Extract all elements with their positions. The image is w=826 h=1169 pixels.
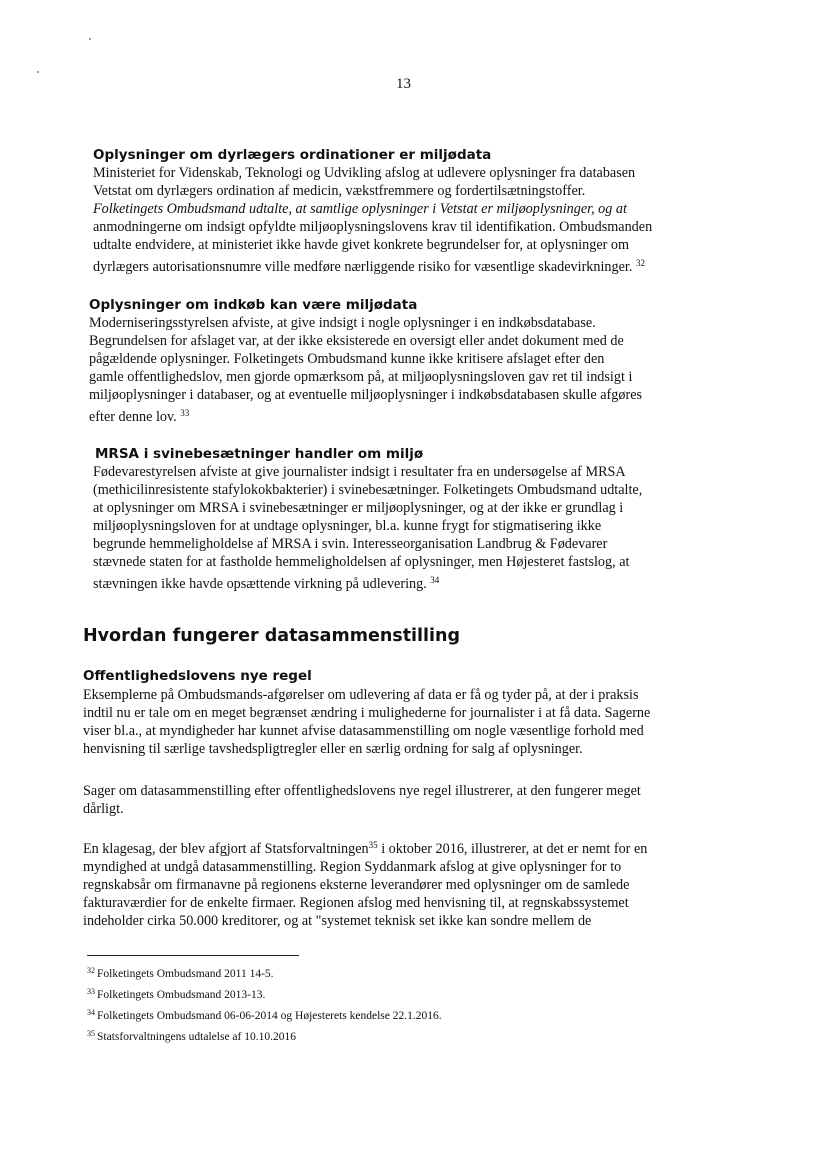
section-paragraph bbox=[93, 164, 652, 276]
footnote-ref: 35 bbox=[368, 840, 378, 850]
scan-speck bbox=[89, 38, 91, 40]
text-line: henvisning til særlige tavshedspligtregler eller en særlig ordning for salg af oplysninger. bbox=[83, 741, 583, 757]
text: efter denne lov. bbox=[89, 409, 177, 425]
footnote bbox=[87, 1025, 442, 1046]
section-heading: Oplysninger om dyrlægers ordinationer er miljødata bbox=[93, 147, 492, 163]
text: stævningen ikke havde opsættende virkning på udlevering. bbox=[93, 576, 427, 592]
paragraph bbox=[83, 782, 641, 818]
text-line-with-ref bbox=[83, 836, 647, 858]
text-line: begrunde hemmeligholdelse af MRSA i svin. Interesseorganisation Landbrug & Fødevarer bbox=[93, 536, 608, 552]
section-paragraph bbox=[93, 463, 642, 593]
text-line: fakturaværdier for de enkelte firmaer. Regionen afslog med henvisning til, at regnskabssystemet bbox=[83, 895, 629, 911]
footnote bbox=[87, 962, 442, 983]
text-line: at oplysninger om MRSA i svinebesætninger er miljøoplysninger, og at der ikke er grundlag i bbox=[93, 500, 624, 516]
paragraph bbox=[83, 686, 650, 758]
footnote-number: 32 bbox=[87, 966, 95, 975]
text-line: anmodningerne om indsigt opfyldte miljøoplysningslovens krav til identifikation. Ombudsmanden bbox=[93, 219, 653, 235]
footnote bbox=[87, 983, 442, 1004]
text-line: miljøoplysningsloven for at undtage oplysninger, bl.a. kunne frygt for stigmatisering ikke bbox=[93, 518, 602, 534]
footnote bbox=[87, 1004, 442, 1025]
scan-speck bbox=[37, 71, 39, 73]
text-line: myndighed at undgå datasammenstilling. Region Syddanmark afslog at give oplysninger for to bbox=[83, 859, 622, 875]
text-line: indtil nu er tale om en meget begrænset ændring i mulighederne for journalister i at få data. Sagerne bbox=[83, 705, 651, 721]
text: En klagesag, der blev afgjort af Statsforvaltningen bbox=[83, 841, 369, 857]
footnote-text: Statsforvaltningens udtalelse af 10.10.2016 bbox=[97, 1031, 296, 1043]
paragraph bbox=[83, 836, 647, 930]
text-line: Folketingets Ombudsmand udtalte, at samtlige oplysninger i Vetstat er miljøoplysninger, og at bbox=[93, 201, 627, 217]
subsection-heading: Offentlighedslovens nye regel bbox=[83, 668, 312, 684]
text-line: (methicilinresistente stafylokokbakterier) i svinebesætninger. Folketingets Ombudsmand udtalte, bbox=[93, 482, 643, 498]
text-line: Moderniseringsstyrelsen afviste, at give indsigt i nogle oplysninger i en indkøbsdatabase. bbox=[89, 315, 596, 331]
text-line-with-ref bbox=[89, 404, 642, 426]
text-line-with-ref bbox=[93, 571, 642, 593]
text-line: viser bl.a., at myndigheder har kunnet afvise datasammenstilling om nogle væsentlige forhold med bbox=[83, 723, 644, 739]
section-heading: MRSA i svinebesætninger handler om miljø bbox=[95, 446, 424, 462]
text-line: Begrundelsen for afslaget var, at der ikke eksisterede en oversigt eller andet dokument med de bbox=[89, 333, 624, 349]
text-line: Sager om datasammenstilling efter offentlighedslovens nye regel illustrerer, at den fungerer meget bbox=[83, 783, 641, 799]
text-line: Eksemplerne på Ombudsmands-afgørelser om udlevering af data er få og tyder på, at der i praksis bbox=[83, 687, 639, 703]
footnote-number: 34 bbox=[87, 1008, 95, 1017]
text: i oktober 2016, illustrerer, at det er nemt for en bbox=[377, 841, 648, 857]
text-line-with-ref bbox=[93, 254, 652, 276]
footnote-number: 35 bbox=[87, 1029, 95, 1038]
text-line: dårligt. bbox=[83, 801, 124, 817]
text-line: Ministeriet for Videnskab, Teknologi og Udvikling afslog at udlevere oplysninger fra databasen bbox=[93, 165, 636, 181]
text-line: miljøoplysninger i databaser, og at eventuelle miljøoplysninger i indkøbsdatabasen skulle afgøres bbox=[89, 387, 643, 403]
text-line: udtalte endvidere, at ministeriet ikke havde givet konkrete begrundelser for, at oplysninger om bbox=[93, 237, 630, 253]
footnote-text: Folketingets Ombudsmand 06-06-2014 og Højesterets kendelse 22.1.2016. bbox=[97, 1010, 442, 1022]
text-line: regnskabsår om firmanavne på regionens eksterne leverandører med oplysninger om de samlede bbox=[83, 877, 630, 893]
text-line: Fødevarestyrelsen afviste at give journalister indsigt i resultater fra en undersøgelse af MRSA bbox=[93, 464, 626, 480]
footnote-ref: 34 bbox=[430, 575, 440, 585]
text: dyrlægers autorisationsnumre ville medføre nærliggende risiko for væsentlige skadevirkninger. bbox=[93, 259, 633, 275]
footnote-divider bbox=[87, 955, 299, 956]
footnote-text: Folketingets Ombudsmand 2011 14-5. bbox=[97, 968, 274, 980]
page-number: 13 bbox=[396, 76, 411, 92]
main-heading: Hvordan fungerer datasammenstilling bbox=[83, 626, 461, 646]
text-line: Vetstat om dyrlægers ordination af medicin, vækstfremmere og fordertilsætningstoffer. bbox=[93, 183, 586, 199]
section-heading: Oplysninger om indkøb kan være miljødata bbox=[89, 297, 418, 313]
text-line: gamle offentlighedslov, men gjorde opmærksom på, at miljøoplysningsloven gav ret til indsigt i bbox=[89, 369, 633, 385]
footnotes bbox=[87, 962, 442, 1046]
footnote-ref: 32 bbox=[635, 258, 645, 268]
text-line: pågældende oplysninger. Folketingets Ombudsmand kunne ikke kritisere afslaget efter den bbox=[89, 351, 605, 367]
text-line: stævnede staten for at fastholde hemmeligholdelsen af oplysninger, men Højesteret fastslog, at bbox=[93, 554, 630, 570]
footnote-text: Folketingets Ombudsmand 2013-13. bbox=[97, 989, 266, 1001]
footnote-ref: 33 bbox=[180, 408, 190, 418]
section-paragraph bbox=[89, 314, 642, 426]
footnote-number: 33 bbox=[87, 987, 95, 996]
text-line: indeholder cirka 50.000 kreditorer, og at "systemet teknisk set ikke kan sondre mellem de bbox=[83, 913, 592, 929]
